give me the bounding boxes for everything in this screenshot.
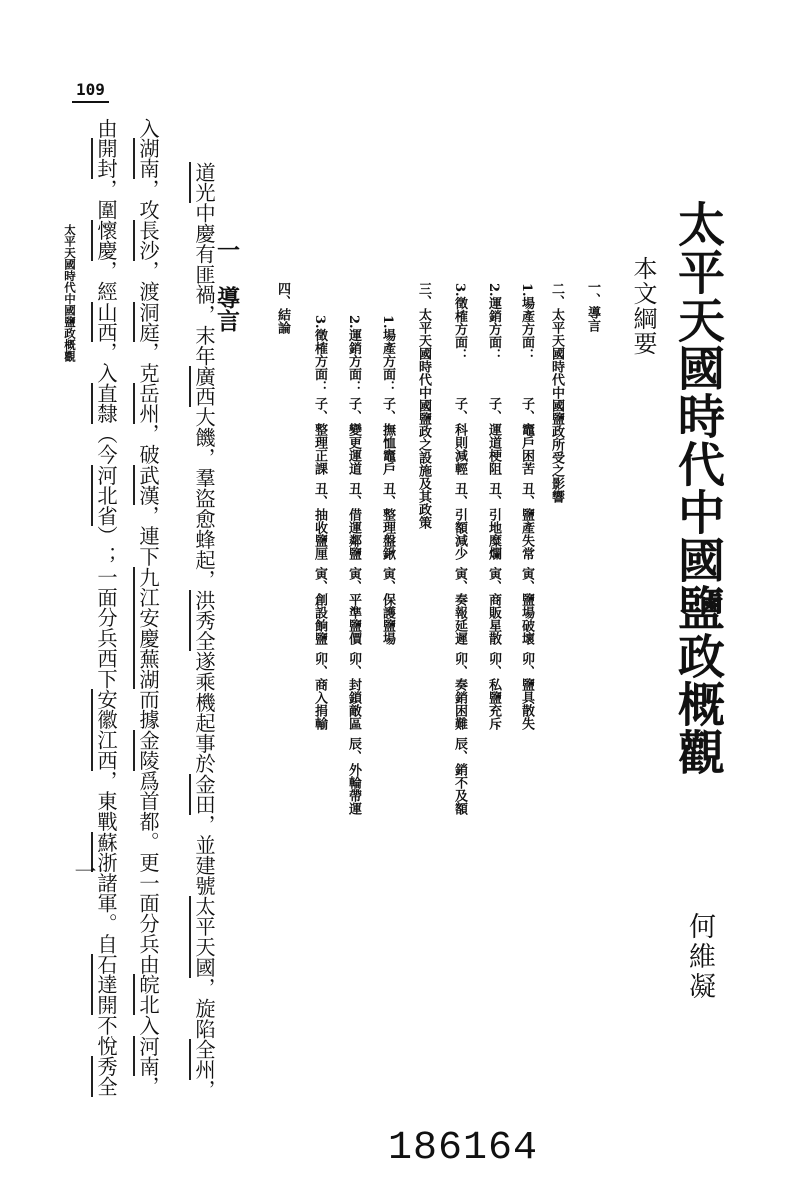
proper-noun: 太平天國 (189, 896, 216, 978)
paragraph-column-2 (136, 118, 160, 1097)
proper-noun: 金陵 (133, 730, 160, 771)
toc-section-2: 二、太平天國時代中國鹽政所受之影響 (549, 282, 564, 503)
proper-noun: 洞庭 (133, 302, 160, 343)
toc-item: 子、科則減輕 (452, 397, 467, 475)
toc-item: 丑、鹽產失常 (519, 482, 534, 560)
text-segment: 而據 (136, 688, 160, 730)
text-segment: 大饑，羣盜愈蜂起， (192, 406, 216, 591)
text-segment: 諸軍。自 (94, 872, 118, 955)
toc-item: 丑、借運鄰鹽 (346, 482, 361, 560)
text-segment: ， (192, 1079, 216, 1100)
text-segment: ，攻 (136, 179, 160, 220)
toc-section-1: 一、導言 (585, 280, 600, 332)
toc-item: 辰、銷不及額 (452, 737, 467, 815)
proper-noun: 懷慶 (91, 220, 118, 261)
text-segment: ，入 (94, 342, 118, 384)
proper-noun: 石達開 (91, 954, 118, 1015)
proper-noun: 皖北 (133, 974, 160, 1015)
proper-noun: 秀全 (91, 1056, 118, 1097)
proper-noun: 安徽江西 (91, 689, 118, 771)
toc-item: 卯、奏銷困難 (452, 652, 467, 730)
text-segment: 不悅 (94, 1015, 118, 1056)
text-segment: ，圍 (94, 179, 118, 220)
proper-noun: 洪秀全 (189, 590, 216, 651)
proper-noun: 武漢 (133, 465, 160, 506)
toc-item: 子、運道梗阻 (486, 397, 501, 475)
text-segment: ，東戰 (94, 770, 118, 832)
accession-stamp: 186164 (388, 1126, 539, 1171)
text-segment: ，經 (94, 260, 118, 302)
page-marker: 一 (71, 860, 96, 882)
text-segment: 入 (136, 118, 160, 139)
proper-noun: 河北省 (91, 465, 118, 526)
toc-item: 卯、鹽具散失 (519, 652, 534, 730)
text-segment: ，渡 (136, 260, 160, 302)
toc-subsection-label: 3.徵榷方面： (452, 283, 467, 362)
text-segment: ，破 (136, 423, 160, 465)
toc-item: 寅、商販星散 (486, 567, 501, 645)
section-number: 一 (213, 238, 240, 261)
text-segment: 入 (136, 1015, 160, 1036)
toc-subsection-row (345, 315, 361, 822)
proper-noun: 金田 (189, 774, 216, 815)
toc-item: 丑、引額減少 (452, 482, 467, 560)
text-segment: ，並建號 (192, 814, 216, 897)
toc-item: 子、變更運道 (346, 397, 361, 475)
text-segment: ，連下 (136, 505, 160, 567)
toc-item: 辰、外輪帶運 (346, 737, 361, 815)
proper-noun: 九江安慶蕪湖 (133, 567, 160, 689)
running-title: 太平天國時代中國鹽政概觀 (63, 224, 77, 362)
toc-subsection-label: 2.運銷方面： (346, 315, 361, 394)
proper-noun: 蘇浙 (91, 832, 118, 873)
text-segment: （今 (94, 423, 118, 465)
proper-noun: 河南 (133, 1036, 160, 1077)
article-title: 太平天國時代中國鹽政概觀 (670, 200, 725, 776)
proper-noun: 湖南 (133, 138, 160, 179)
text-segment: 由 (94, 118, 118, 139)
toc-item: 卯、私鹽充斥 (486, 652, 501, 730)
page-number: 109 (72, 80, 109, 103)
toc-subsection-row (518, 283, 534, 737)
toc-subsection-row (379, 315, 395, 652)
toc-subsection-label: 3.徵榷方面： (312, 315, 327, 394)
toc-item: 子、撫恤竈戶 (380, 397, 395, 475)
toc-item: 子、整理正課 (312, 397, 327, 475)
text-segment: ）；一面分兵西下 (94, 525, 118, 689)
toc-item: 寅、鹽場破壞 (519, 567, 534, 645)
toc-item: 卯、封鎖敵區 (346, 652, 361, 730)
toc-heading: 本文綱要 (629, 256, 657, 356)
text-segment: 遂乘機起事於 (192, 651, 216, 774)
toc-item: 寅、平準鹽價 (346, 567, 361, 645)
toc-subsection-row (451, 283, 467, 822)
proper-noun: 全州 (189, 1039, 216, 1080)
toc-subsection-label: 1.場產方面： (380, 315, 395, 394)
paragraph-column-3 (94, 118, 118, 1097)
toc-subsection-row (485, 283, 501, 737)
proper-noun: 開封 (91, 138, 118, 179)
toc-item: 寅、奏報延遲 (452, 567, 467, 645)
text-segment: ，克 (136, 342, 160, 384)
toc-item: 卯、商入捐輸 (312, 652, 327, 730)
toc-subsection-label: 2.運銷方面： (486, 283, 501, 362)
author-name: 何維凝 (684, 912, 715, 1002)
toc-item: 丑、抽收鹽厘 (312, 482, 327, 560)
proper-noun: 直隸 (91, 383, 118, 424)
proper-noun: 山西 (91, 302, 118, 343)
toc-item: 丑、整理盤鍬 (380, 482, 395, 560)
proper-noun: 廣西 (189, 366, 216, 407)
paragraph-column-1 (192, 162, 216, 1100)
section-title: 導言 (213, 286, 240, 332)
text-segment: 爲首都。更一面分兵由 (136, 770, 160, 975)
toc-section-3: 三、太平天國時代中國鹽政之設施及其政策 (416, 282, 431, 529)
text-segment: ，旋陷 (192, 977, 216, 1039)
text-segment: 中慶有匪禍，末年 (192, 202, 216, 366)
toc-section-4: 四、結論 (275, 282, 290, 334)
proper-noun: 道光 (189, 162, 216, 203)
toc-item: 丑、引地糜爛 (486, 482, 501, 560)
toc-item: 寅、創設餉鹽 (312, 567, 327, 645)
toc-subsection-label: 1.場產方面： (519, 283, 534, 362)
toc-item: 寅、保護鹽場 (380, 567, 395, 645)
text-segment: ， (136, 1076, 160, 1097)
toc-item: 子、竈戶困苦 (519, 397, 534, 475)
proper-noun: 長沙 (133, 220, 160, 261)
toc-subsection-row (311, 315, 327, 737)
proper-noun: 岳州 (133, 383, 160, 424)
